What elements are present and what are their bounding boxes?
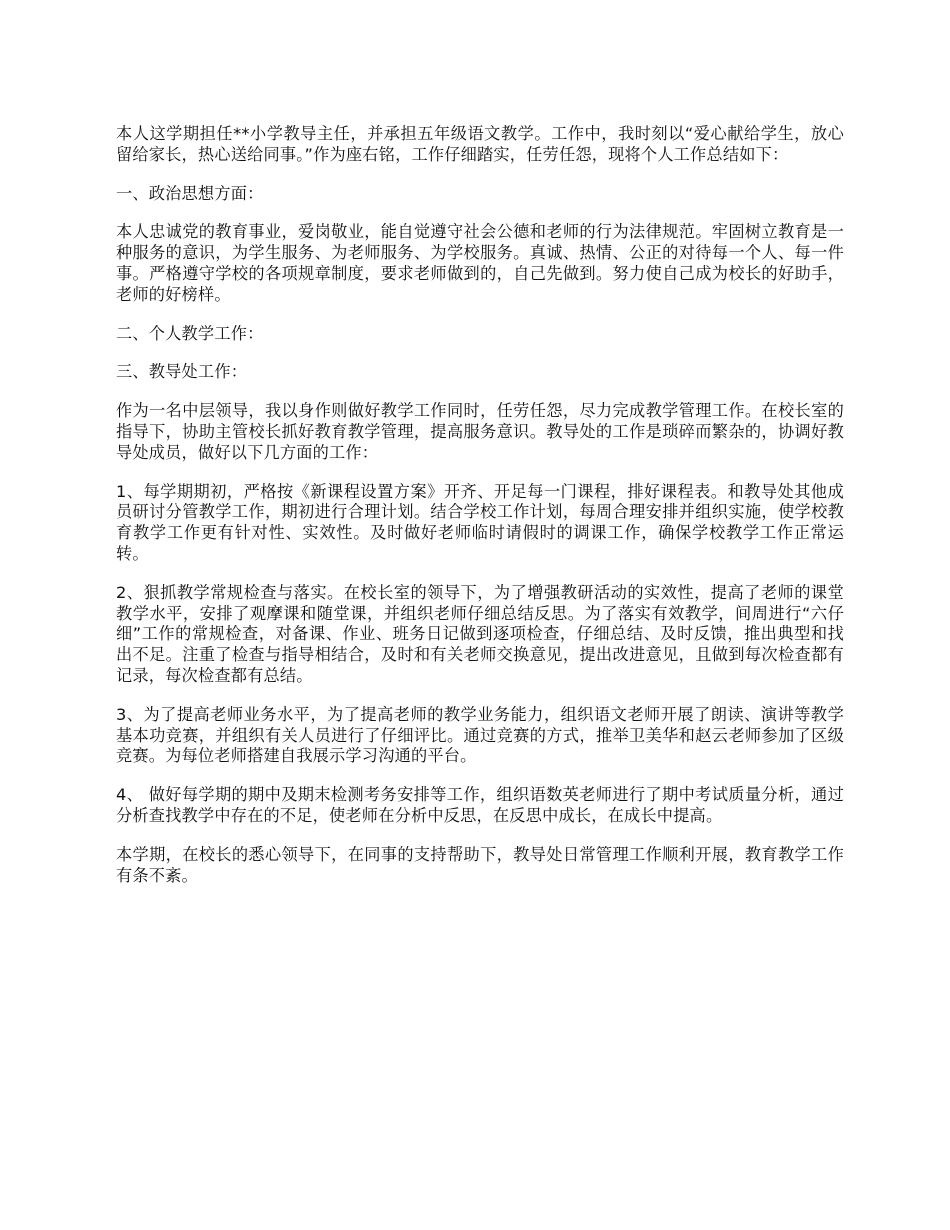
item-3-paragraph: 3、为了提高老师业务水平，为了提高老师的教学业务能力，组织语文老师开展了朗读、演讲等教学基本功竞赛，并组织有关人员进行了仔细评比。通过竞赛的方式，推举卫美华和赵云老师参加了区级竞赛。为每位老师搭建自我展示学习沟通的平台。: [116, 704, 844, 766]
document-body: [116, 124, 844, 904]
item-1-paragraph: 1、每学期期初，严格按《新课程设置方案》开齐、开足每一门课程，排好课程表。和教导处其他成员研讨分管教学工作，期初进行合理计划。结合学校工作计划，每周合理安排并组织实施，使学校教育教学工作更有针对性、实效性。及时做好老师临时请假时的调课工作，确保学校教学工作正常运转。: [116, 481, 844, 563]
item-2-paragraph: 2、狠抓教学常规检查与落实。在校长室的领导下，为了增强教研活动的实效性，提高了老师的课堂教学水平，安排了观摩课和随堂课，并组织老师仔细总结反思。为了落实有效教学，间周进行“六仔细”工作的常规检查，对备课、作业、班务日记做到逐项检查，仔细总结、及时反馈，推出典型和找出不足。注重了检查与指导相结合，及时和有关老师交换意见，提出改进意见，且做到每次检查都有记录，每次检查都有总结。: [116, 582, 844, 685]
section-heading-political: 一、政治思想方面：: [116, 183, 264, 203]
political-paragraph: 本人忠诚党的教育事业，爱岗敬业，能自觉遵守社会公德和老师的行为法律规范。牢固树立教育是一种服务的意识，为学生服务、为老师服务、为学校服务。真诚、热情、公正的对待每一个人、每一件事。严格遵守学校的各项规章制度，要求老师做到的，自己先做到。努力使自己成为校长的好助手，老师的好榜样。: [116, 222, 844, 304]
section-heading-office: 三、教导处工作：: [116, 362, 248, 382]
office-intro-paragraph: 作为一名中层领导，我以身作则做好教学工作同时，任劳任怨，尽力完成教学管理工作。在校长室的指导下，协助主管校长抓好教育教学管理，提高服务意识。教导处的工作是琐碎而繁杂的，协调好教导处成员，做好以下几方面的工作：: [116, 401, 844, 462]
section-heading-teaching: 二、个人教学工作：: [116, 323, 264, 343]
intro-paragraph: 本人这学期担任**小学教导主任，并承担五年级语文教学。工作中，我时刻以“爱心献给学生，放心留给家长，热心送给同事。”作为座右铭，工作仔细踏实，任劳任怨，现将个人工作总结如下：: [116, 124, 844, 164]
item-4-paragraph: 4、 做好每学期的期中及期末检测考务安排等工作，组织语数英老师进行了期中考试质量分析，通过分析查找教学中存在的不足，使老师在分析中反思，在反思中成长，在成长中提高。: [116, 785, 844, 825]
closing-paragraph: 本学期，在校长的悉心领导下，在同事的支持帮助下，教导处日常管理工作顺利开展，教育教学工作有条不紊。: [116, 844, 844, 885]
